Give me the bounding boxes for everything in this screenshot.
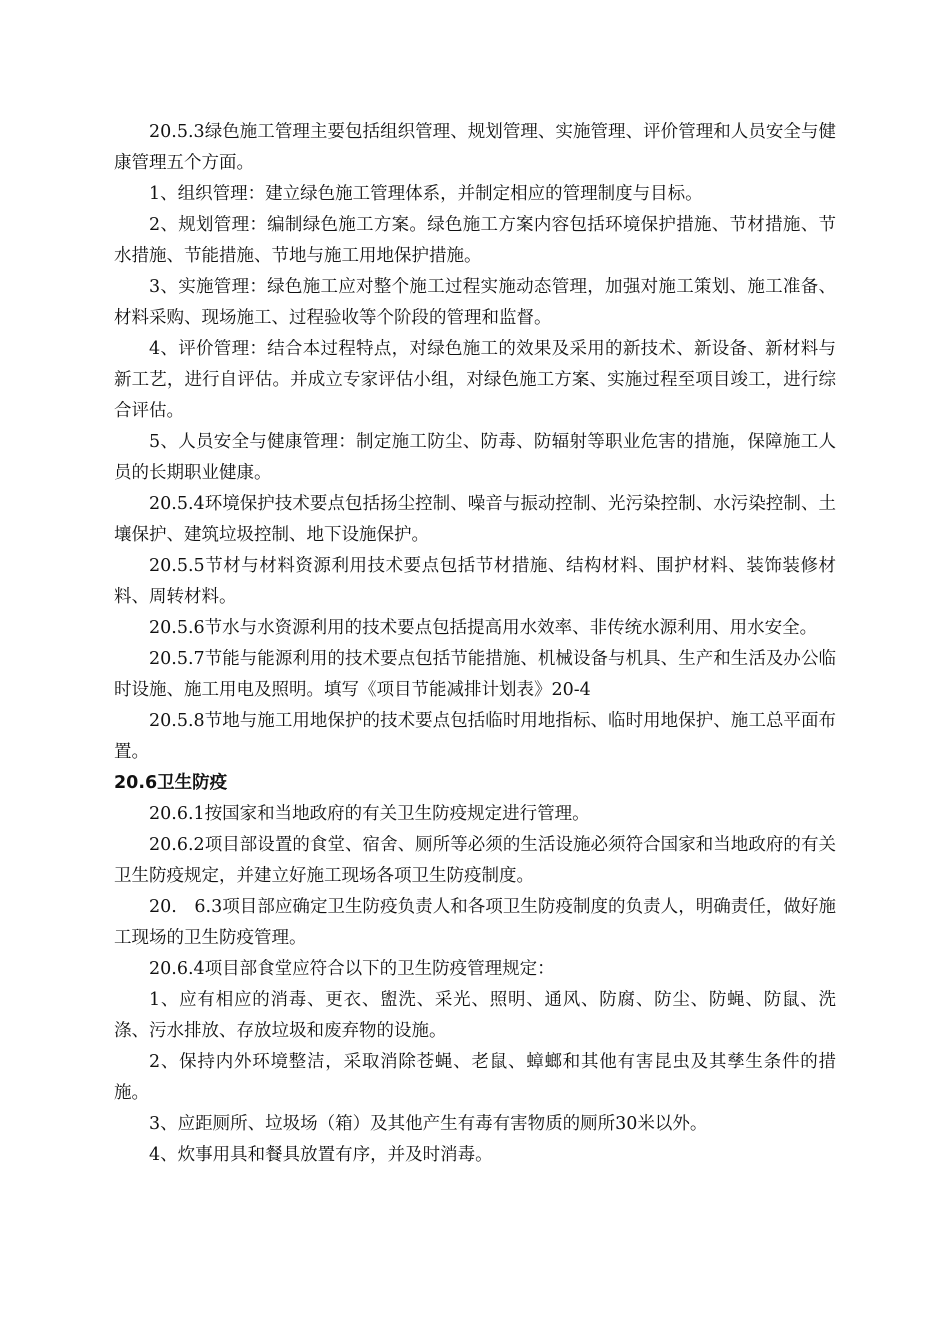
- paragraph-20-5-5: 20.5.5节材与材料资源利用技术要点包括节材措施、结构材料、围护材料、装饰装修材料、周转材料。: [114, 556, 836, 607]
- paragraph-planning-management: 2、规划管理：编制绿色施工方案。绿色施工方案内容包括环境保护措施、节材措施、节水措施、节能措施、节地与施工用地保护措施。: [114, 215, 836, 266]
- paragraph-20-6-2: 20.6.2项目部设置的食堂、宿舍、厕所等必须的生活设施必须符合国家和当地政府的有关卫生防疫规定，并建立好施工现场各项卫生防疫制度。: [114, 835, 836, 886]
- paragraph-safety-health-management: 5、人员安全与健康管理：制定施工防尘、防毒、防辐射等职业危害的措施，保障施工人员的长期职业健康。: [114, 432, 836, 483]
- paragraph-canteen-environment: 2、保持内外环境整洁，采取消除苍蝇、老鼠、蟑螂和其他有害昆虫及其孳生条件的措施。: [114, 1052, 836, 1103]
- paragraph-20-5-4: 20.5.4环境保护技术要点包括扬尘控制、噪音与振动控制、光污染控制、水污染控制、土壤保护、建筑垃圾控制、地下设施保护。: [114, 494, 836, 545]
- paragraph-20-6-3: 20. 6.3项目部应确定卫生防疫负责人和各项卫生防疫制度的负责人，明确责任，做好施工现场的卫生防疫管理。: [114, 897, 836, 948]
- section-heading-20-6: 20.6卫生防疫: [114, 773, 228, 793]
- document-body: [114, 117, 836, 1171]
- paragraph-20-6-4: 20.6.4项目部食堂应符合以下的卫生防疫管理规定：: [149, 959, 555, 979]
- paragraph-evaluation-management: 4、评价管理：结合本过程特点，对绿色施工的效果及采用的新技术、新设备、新材料与新工艺，进行自评估。并成立专家评估小组，对绿色施工方案、实施过程至项目竣工，进行综合评估。: [114, 339, 836, 421]
- paragraph-20-6-1: 20.6.1按国家和当地政府的有关卫生防疫规定进行管理。: [149, 804, 590, 824]
- paragraph-implementation-management: 3、实施管理：绿色施工应对整个施工过程实施动态管理，加强对施工策划、施工准备、材料采购、现场施工、过程验收等个阶段的管理和监督。: [114, 277, 836, 328]
- paragraph-canteen-distance: 3、应距厕所、垃圾场（箱）及其他产生有毒有害物质的厕所30米以外。: [149, 1114, 708, 1134]
- paragraph-organization-management: 1、组织管理：建立绿色施工管理体系，并制定相应的管理制度与目标。: [149, 184, 703, 204]
- paragraph-20-5-7: 20.5.7节能与能源利用的技术要点包括节能措施、机械设备与机具、生产和生活及办公临时设施、施工用电及照明。填写《项目节能减排计划表》20-4: [114, 649, 836, 700]
- paragraph-20-5-8: 20.5.8节地与施工用地保护的技术要点包括临时用地指标、临时用地保护、施工总平面布置。: [114, 711, 836, 762]
- paragraph-canteen-utensils: 4、炊事用具和餐具放置有序，并及时消毒。: [149, 1145, 493, 1165]
- paragraph-20-5-3: 20.5.3绿色施工管理主要包括组织管理、规划管理、实施管理、评价管理和人员安全与健康管理五个方面。: [114, 122, 836, 173]
- paragraph-canteen-facilities: 1、应有相应的消毒、更衣、盥洗、采光、照明、通风、防腐、防尘、防蝇、防鼠、洗涤、污水排放、存放垃圾和废弃物的设施。: [114, 990, 836, 1041]
- paragraph-20-5-6: 20.5.6节水与水资源利用的技术要点包括提高用水效率、非传统水源利用、用水安全。: [149, 618, 818, 638]
